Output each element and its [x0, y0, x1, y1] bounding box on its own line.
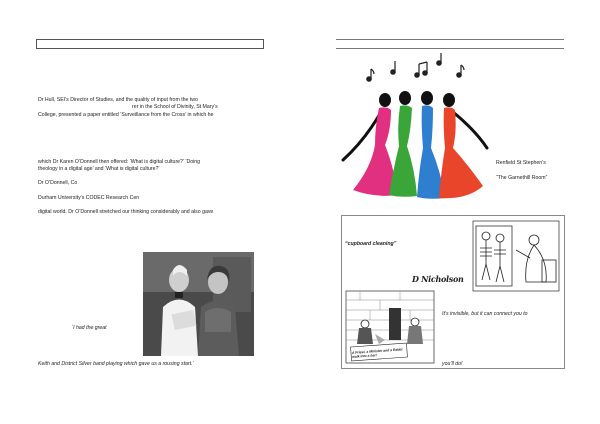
- signature-d-nicholson: D Nicholson: [412, 274, 464, 284]
- singers-illustration: [335, 50, 525, 210]
- skeleton-cupboard-cartoon: [472, 220, 560, 292]
- left-para-3-line-2: Durham University’s CODEC Research Cen: [38, 195, 140, 201]
- garnethill-label: “The Garnethill Room”: [496, 175, 548, 181]
- left-heading-box: [36, 39, 264, 49]
- left-para-1-line-1: Dr Hull, SEI’s Director of Studies, and the quality of input from the two: [38, 97, 198, 103]
- left-para-2-line-2: theology in a digital age’ and ‘What is digital culture?’: [38, 166, 160, 172]
- right-header-line-bottom: [336, 48, 564, 49]
- right-header-line-top: [336, 39, 564, 40]
- closing-line: Keith and District Silver band playing which gave us a rousing start.’: [38, 361, 194, 367]
- presentation-photo: [143, 252, 254, 356]
- left-para-3-line-3: digital world. Dr O’Donnell stretched our thinking considerably and also gave: [38, 209, 214, 215]
- left-para-1-line-3: College, presented a paper entitled ‘Surveillance from the Cross’ in which he: [38, 112, 214, 118]
- cartoon-caption: A Priest, a Minister and a Rabbi walk into a bar!: [351, 347, 403, 359]
- renfield-label: Renfield St Stephen’s: [496, 160, 546, 166]
- invisible-text: It’s invisible, but it can connect you to: [442, 311, 528, 317]
- youll-do-text: you’ll do!: [442, 361, 463, 367]
- cupboard-cleaning-label: “cupboard cleaning”: [345, 241, 397, 247]
- left-para-1-line-2: rer in the School of Divinity, St Mary’s: [132, 104, 218, 110]
- quote-fragment: ‘I had the great: [72, 325, 107, 331]
- left-para-2-line-1: which Dr Karen O’Donnell then offered: ‘What is digital culture?’ ‘Doing: [38, 159, 201, 165]
- left-para-3-line-1: Dr O’Donnell, Co: [38, 180, 78, 186]
